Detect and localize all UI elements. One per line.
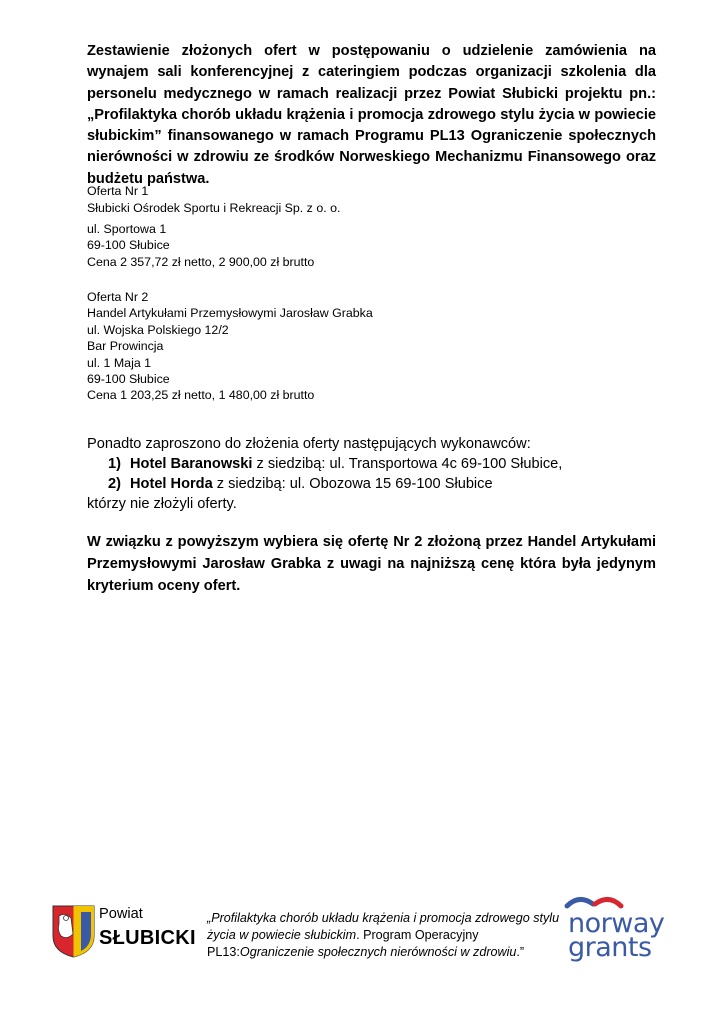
footer-italic: „Profilaktyka chorób układu krążenia i promocja zdrowego stylu życia w powiecie słubickim xyxy=(207,911,560,942)
footer-plain: .” xyxy=(516,944,525,959)
footer xyxy=(0,890,725,980)
norway-word: norway xyxy=(568,908,665,939)
list-number: 2) xyxy=(108,476,121,492)
offer-line: 69-100 Słubice xyxy=(87,238,170,253)
offer-line: Handel Artykułami Przemysłowymi Jarosław Grabka xyxy=(87,306,373,321)
powiat-logo-label: Powiat xyxy=(99,906,143,922)
offer-2 xyxy=(87,289,507,404)
offer-line: Cena 2 357,72 zł netto, 2 900,00 zł brutto xyxy=(87,254,315,269)
document-title: Zestawienie złożonych ofert w postępowaniu o udzielenie zamówienia na wynajem sali konferencyjnej z cateringiem podczas organizacji szkolenia dla personelu medycznego w ramach realizacji przez Powiat Słubicki projektu pn.: „Profilaktyka chorób układu krążenia i promocja zdrowego stylu życia w powiecie słubickim” finansowanego w ramach Programu PL13 Ograniczenie społecznych nierówności w zdrowiu ze środków Norweskiego Mechanizmu Finansowego oraz budżetu państwa. xyxy=(87,43,656,187)
invited-contractor-2 xyxy=(87,474,656,494)
norway-grants-wordmark xyxy=(568,908,665,963)
offer-line: ul. 1 Maja 1 xyxy=(87,355,152,370)
contractor-address: z siedzibą: ul. Transportowa 4c 69-100 Słubice, xyxy=(252,456,563,472)
powiat-coat-of-arms-icon xyxy=(51,904,96,958)
contractor-name: Hotel Horda xyxy=(130,476,213,492)
offer-line: Cena 1 203,25 zł netto, 1 480,00 zł brutto xyxy=(87,388,315,403)
offer-line: ul. Wojska Polskiego 12/2 xyxy=(87,322,229,337)
conclusion: W związku z powyższym wybiera się ofertę Nr 2 złożoną przez Handel Artykułami Przemysłowymi Jarosław Grabka z uwagi na najniższą cenę która była jedynym kryterium oceny ofert. xyxy=(87,534,656,594)
invited-contractor-1 xyxy=(87,454,656,474)
offer-line: ul. Sportowa 1 xyxy=(87,221,167,236)
invitation-section xyxy=(87,434,656,514)
offer-1 xyxy=(87,183,507,270)
offer-heading: Oferta Nr 2 xyxy=(87,290,149,304)
grants-word: grants xyxy=(568,932,652,963)
offer-line: Bar Prowincja xyxy=(87,339,164,354)
invitation-outro: którzy nie złożyli oferty. xyxy=(87,496,237,512)
contractor-name: Hotel Baranowski xyxy=(130,456,253,472)
offer-line: 69-100 Słubice xyxy=(87,372,170,387)
footer-italic: Ograniczenie społecznych nierówności w zdrowiu xyxy=(239,944,517,959)
footer-plain: . Program Operacyjny PL13: xyxy=(207,927,479,959)
contractor-address: z siedzibą: ul. Obozowa 15 69-100 Słubice xyxy=(212,476,493,492)
offer-line: Słubicki Ośrodek Sportu i Rekreacji Sp. z o. o. xyxy=(87,201,341,216)
offer-heading: Oferta Nr 1 xyxy=(87,184,149,198)
invitation-intro: Ponadto zaproszono do złożenia oferty następujących wykonawców: xyxy=(87,436,531,452)
footer-project-text xyxy=(207,910,562,960)
slubicki-logo-label: SŁUBICKI xyxy=(99,927,196,949)
list-number: 1) xyxy=(108,456,121,472)
